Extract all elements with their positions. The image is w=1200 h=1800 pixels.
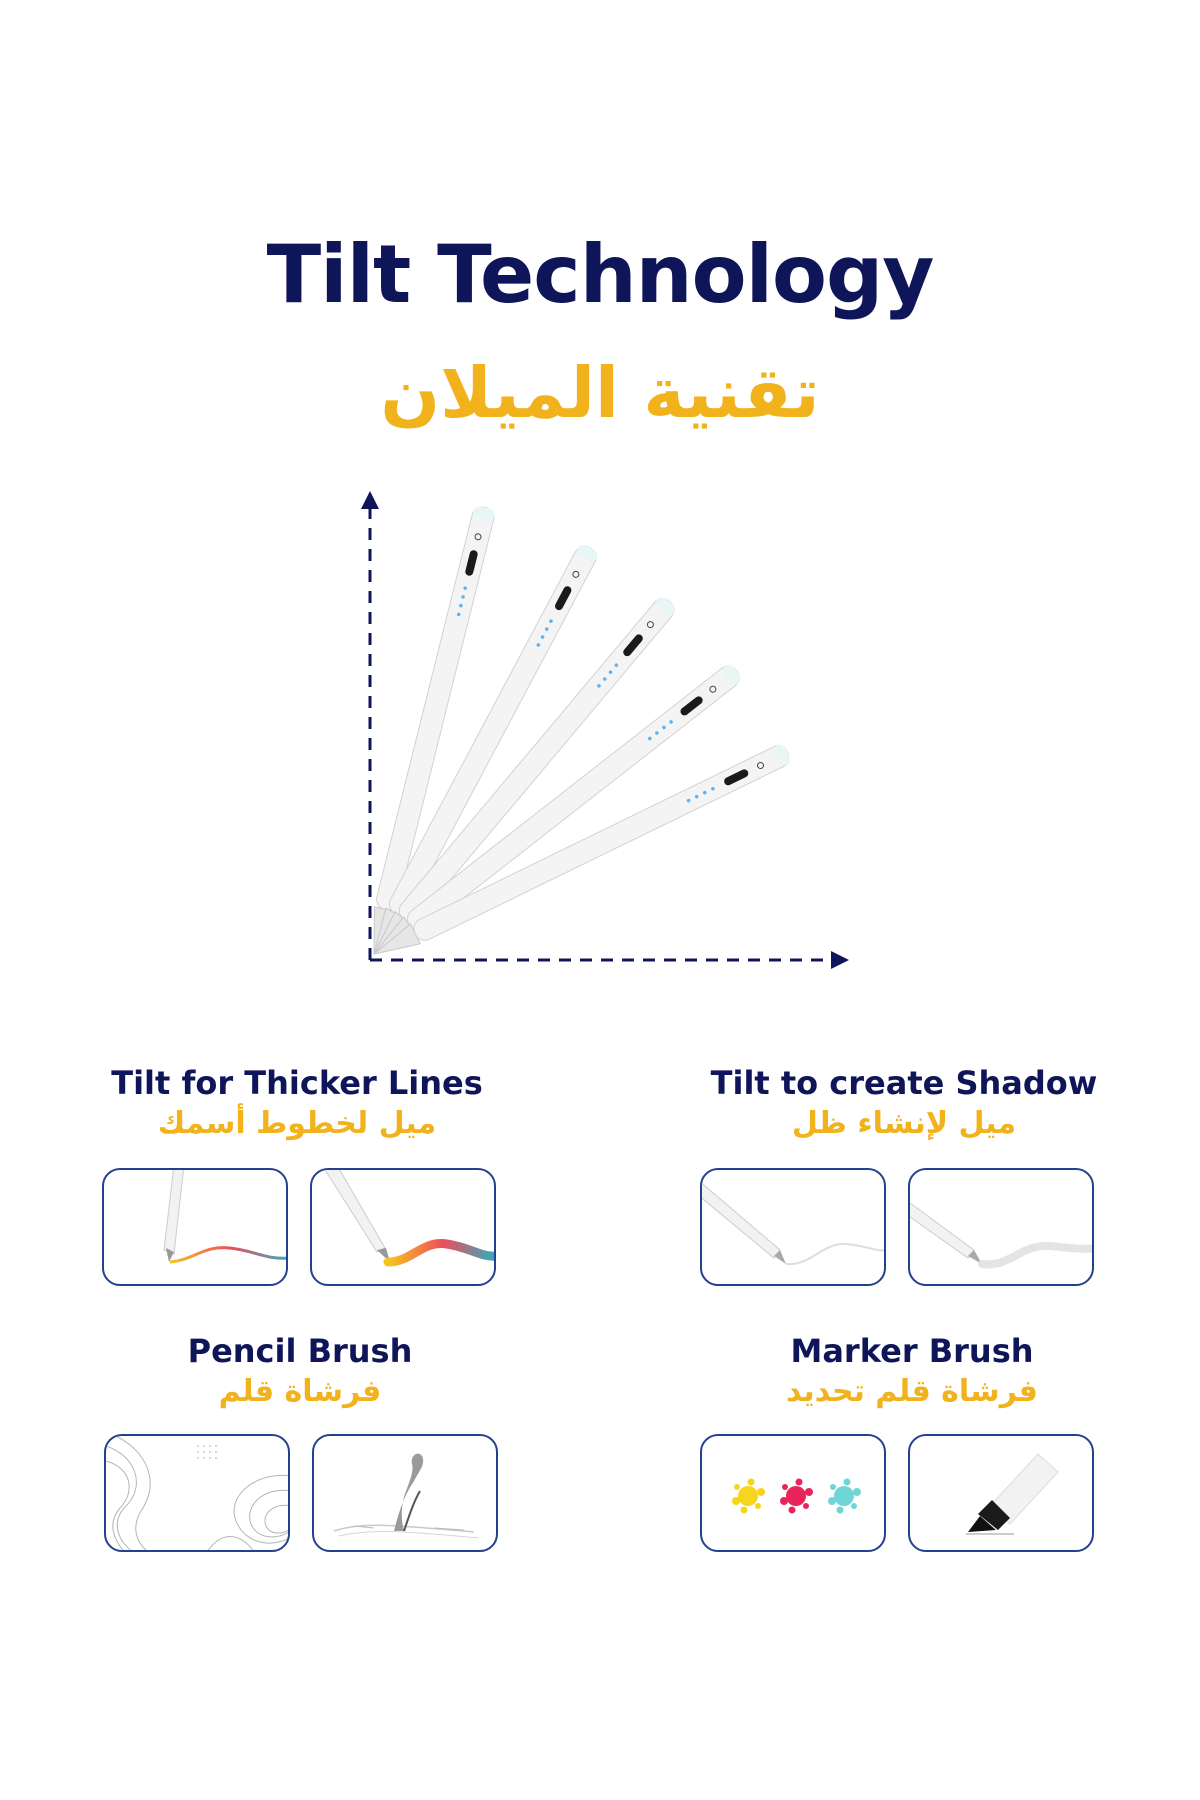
shadow-thick-sample — [908, 1168, 1094, 1286]
feature-shadow-subtitle: ميل لإنشاء ظل — [791, 1106, 1017, 1141]
feature-shadow-title: Tilt to create Shadow — [710, 1064, 1098, 1102]
page-title: Tilt Technology — [266, 228, 934, 321]
feature-marker-brush-title: Marker Brush — [790, 1332, 1034, 1370]
teal-splash-icon — [828, 1479, 861, 1514]
feature-marker-brush-subtitle: فرشاة قلم تحديد — [786, 1374, 1038, 1409]
pencil-sketch-sample — [312, 1434, 498, 1552]
feature-thicker-lines-subtitle: ميل لخطوط أسمك — [157, 1106, 437, 1141]
feature-pencil-brush-subtitle: فرشاة قلم — [218, 1374, 382, 1409]
tilt-diagram — [340, 480, 860, 1000]
thin-line-sample — [102, 1168, 288, 1286]
feature-pencil-brush-title: Pencil Brush — [187, 1332, 413, 1370]
shadow-thin-sample — [700, 1168, 886, 1286]
pencil-swirl-sample — [104, 1434, 290, 1552]
feature-thicker-lines-title: Tilt for Thicker Lines — [111, 1064, 483, 1102]
red-splash-icon — [780, 1479, 813, 1514]
marker-splash-sample — [700, 1434, 886, 1552]
highlighter-icon — [966, 1454, 1058, 1534]
yellow-splash-icon — [732, 1479, 765, 1514]
stylus-fan — [363, 505, 792, 964]
marker-tip-sample — [908, 1434, 1094, 1552]
thick-line-sample — [310, 1168, 496, 1286]
page-subtitle-arabic: تقنية الميلان — [380, 352, 820, 434]
